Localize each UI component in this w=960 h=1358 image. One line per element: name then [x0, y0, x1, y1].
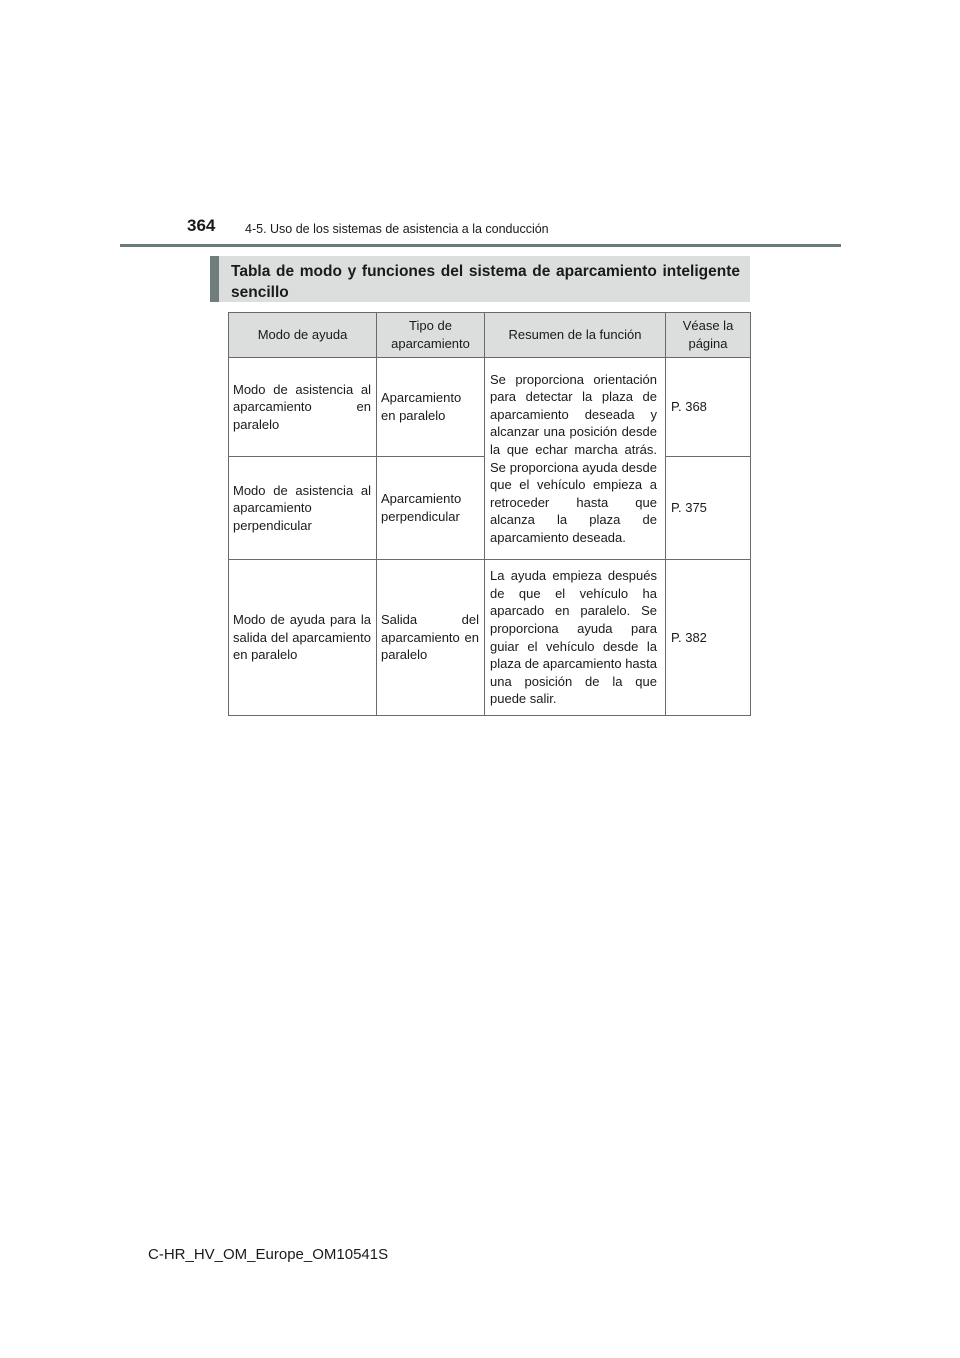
footer-doc-id: C-HR_HV_OM_Europe_OM10541S	[148, 1246, 389, 1263]
cell-mode: Modo de ayuda para la salida del aparcamiento en paralelo	[229, 560, 377, 716]
mode-table	[228, 312, 751, 716]
cell-type: Salida del aparcamiento en paralelo	[377, 560, 485, 716]
cell-page: P. 368	[666, 358, 751, 457]
header-mode: Modo de ayuda	[229, 313, 377, 358]
header-page: Véase la página	[666, 313, 751, 358]
cell-mode: Modo de asistencia al aparcamiento en paralelo	[229, 358, 377, 457]
cell-type: Aparcamiento en paralelo	[377, 358, 485, 457]
table-header-row	[229, 313, 751, 358]
table-row	[229, 560, 751, 716]
cell-mode: Modo de asistencia al aparcamiento perpendicular	[229, 457, 377, 560]
header-type: Tipo de aparcamiento	[377, 313, 485, 358]
cell-page: P. 375	[666, 457, 751, 560]
cell-summary: La ayuda empieza después de que el vehículo ha aparcado en paralelo. Se proporciona ayuda para guiar el vehículo desde la plaza de aparcamiento hasta una posición de la que puede salir.	[485, 560, 666, 716]
table-row	[229, 358, 751, 457]
header-summary: Resumen de la función	[485, 313, 666, 358]
cell-summary: Se proporciona orientación para detectar la plaza de aparcamiento deseada y alcanzar una posición desde la que echar marcha atrás. Se proporciona ayuda desde que el vehículo empieza a retroceder hasta que alcanza la plaza de aparcamiento deseada.	[485, 358, 666, 560]
section-title: 4-5. Uso de los sistemas de asistencia a la conducción	[245, 222, 549, 236]
cell-type: Aparcamiento perpendicular	[377, 457, 485, 560]
header-rule	[120, 244, 841, 247]
cell-page: P. 382	[666, 560, 751, 716]
box-title: Tabla de modo y funciones del sistema de aparcamiento inteligente sencillo	[210, 256, 750, 302]
page-number: 364	[187, 216, 216, 235]
